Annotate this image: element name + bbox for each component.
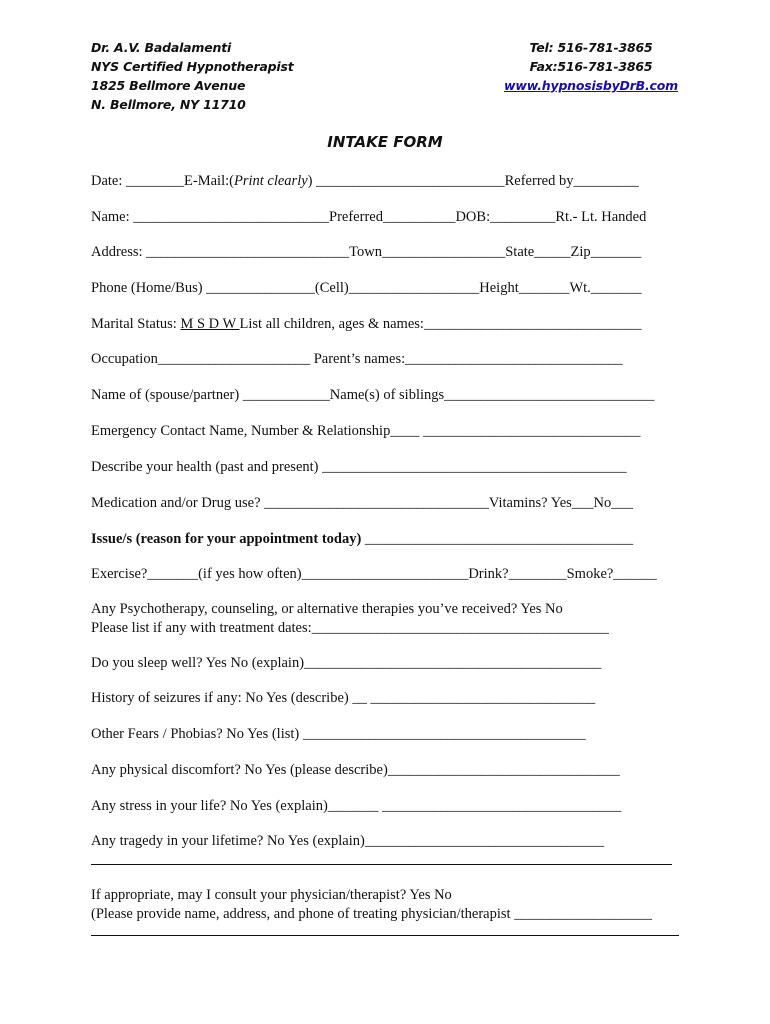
psychotherapy-question[interactable]: Any Psychotherapy, counseling, or alternative therapies you’ve received? Yes No: [91, 601, 563, 617]
tragedy-extra-line[interactable]: [91, 864, 672, 865]
emergency-row[interactable]: Emergency Contact Name, Number & Relationship____ ______________________________: [91, 423, 641, 439]
practitioner-info: [91, 38, 294, 114]
date-row[interactable]: [91, 172, 681, 190]
children-label: List all children, ages & names:______________________________: [239, 316, 642, 332]
address-row[interactable]: Address: ____________________________Town_________________State_____Zip_______: [91, 244, 642, 260]
health-row[interactable]: Describe your health (past and present) __________________________________________: [91, 459, 627, 475]
marital-row[interactable]: [91, 315, 681, 333]
phone-row[interactable]: Phone (Home/Bus) _______________(Cell)__________________Height_______Wt._______: [91, 280, 642, 296]
consult-question[interactable]: If appropriate, may I consult your physician/therapist? Yes No: [91, 887, 452, 903]
practitioner-name: Dr. A.V. Badalamenti: [91, 40, 232, 55]
print-clearly-note: Print clearly: [233, 173, 308, 189]
telephone: Tel: 516-781-3865: [529, 40, 653, 55]
treatment-dates-row[interactable]: Please list if any with treatment dates:_________________________________________: [91, 620, 609, 636]
discomfort-row[interactable]: Any physical discomfort? No Yes (please describe)________________________________: [91, 762, 620, 778]
practitioner-credential: NYS Certified Hypnotherapist: [91, 59, 294, 74]
practitioner-street: 1825 Bellmore Avenue: [91, 78, 246, 93]
page-title: INTAKE FORM: [327, 133, 443, 151]
seizures-row[interactable]: History of seizures if any: No Yes (describe) __ _______________________________: [91, 690, 596, 706]
date-label: Date: ________E-Mail:(: [91, 173, 234, 189]
spouse-row[interactable]: Name of (spouse/partner) ____________Name(s) of siblings_____________________________: [91, 387, 655, 403]
medication-row[interactable]: Medication and/or Drug use? _______________________________Vitamins? Yes___No___: [91, 495, 634, 511]
occupation-row[interactable]: Occupation_____________________ Parent’s names:______________________________: [91, 351, 623, 367]
physician-info-row[interactable]: (Please provide name, address, and phone of treating physician/therapist ___________________: [91, 906, 652, 922]
issues-row[interactable]: [91, 530, 681, 548]
exercise-row[interactable]: Exercise?_______(if yes how often)_______________________Drink?________Smoke?______: [91, 566, 657, 582]
name-row[interactable]: Name: ___________________________Preferred__________DOB:_________Rt.- Lt. Handed: [91, 209, 647, 225]
referred-label: ) __________________________Referred by_________: [307, 173, 639, 189]
contact-info: [504, 38, 678, 95]
marital-label: Marital Status:: [91, 316, 181, 332]
practitioner-city: N. Bellmore, NY 11710: [91, 97, 246, 112]
fax: Fax:516-781-3865: [529, 59, 653, 74]
website-link[interactable]: www.hypnosisbyDrB.com: [504, 78, 678, 93]
issues-label: Issue/s (reason for your appointment today): [91, 531, 365, 547]
tragedy-row[interactable]: Any tragedy in your lifetime? No Yes (explain)_________________________________: [91, 833, 605, 849]
sleep-row[interactable]: Do you sleep well? Yes No (explain)_________________________________________: [91, 655, 602, 671]
marital-options[interactable]: M S D W: [180, 316, 240, 332]
stress-row[interactable]: Any stress in your life? No Yes (explain)_______ _________________________________: [91, 798, 622, 814]
fears-row[interactable]: Other Fears / Phobias? No Yes (list) _______________________________________: [91, 726, 586, 742]
physician-extra-line[interactable]: [91, 935, 679, 936]
issues-line[interactable]: _____________________________________: [364, 531, 634, 547]
